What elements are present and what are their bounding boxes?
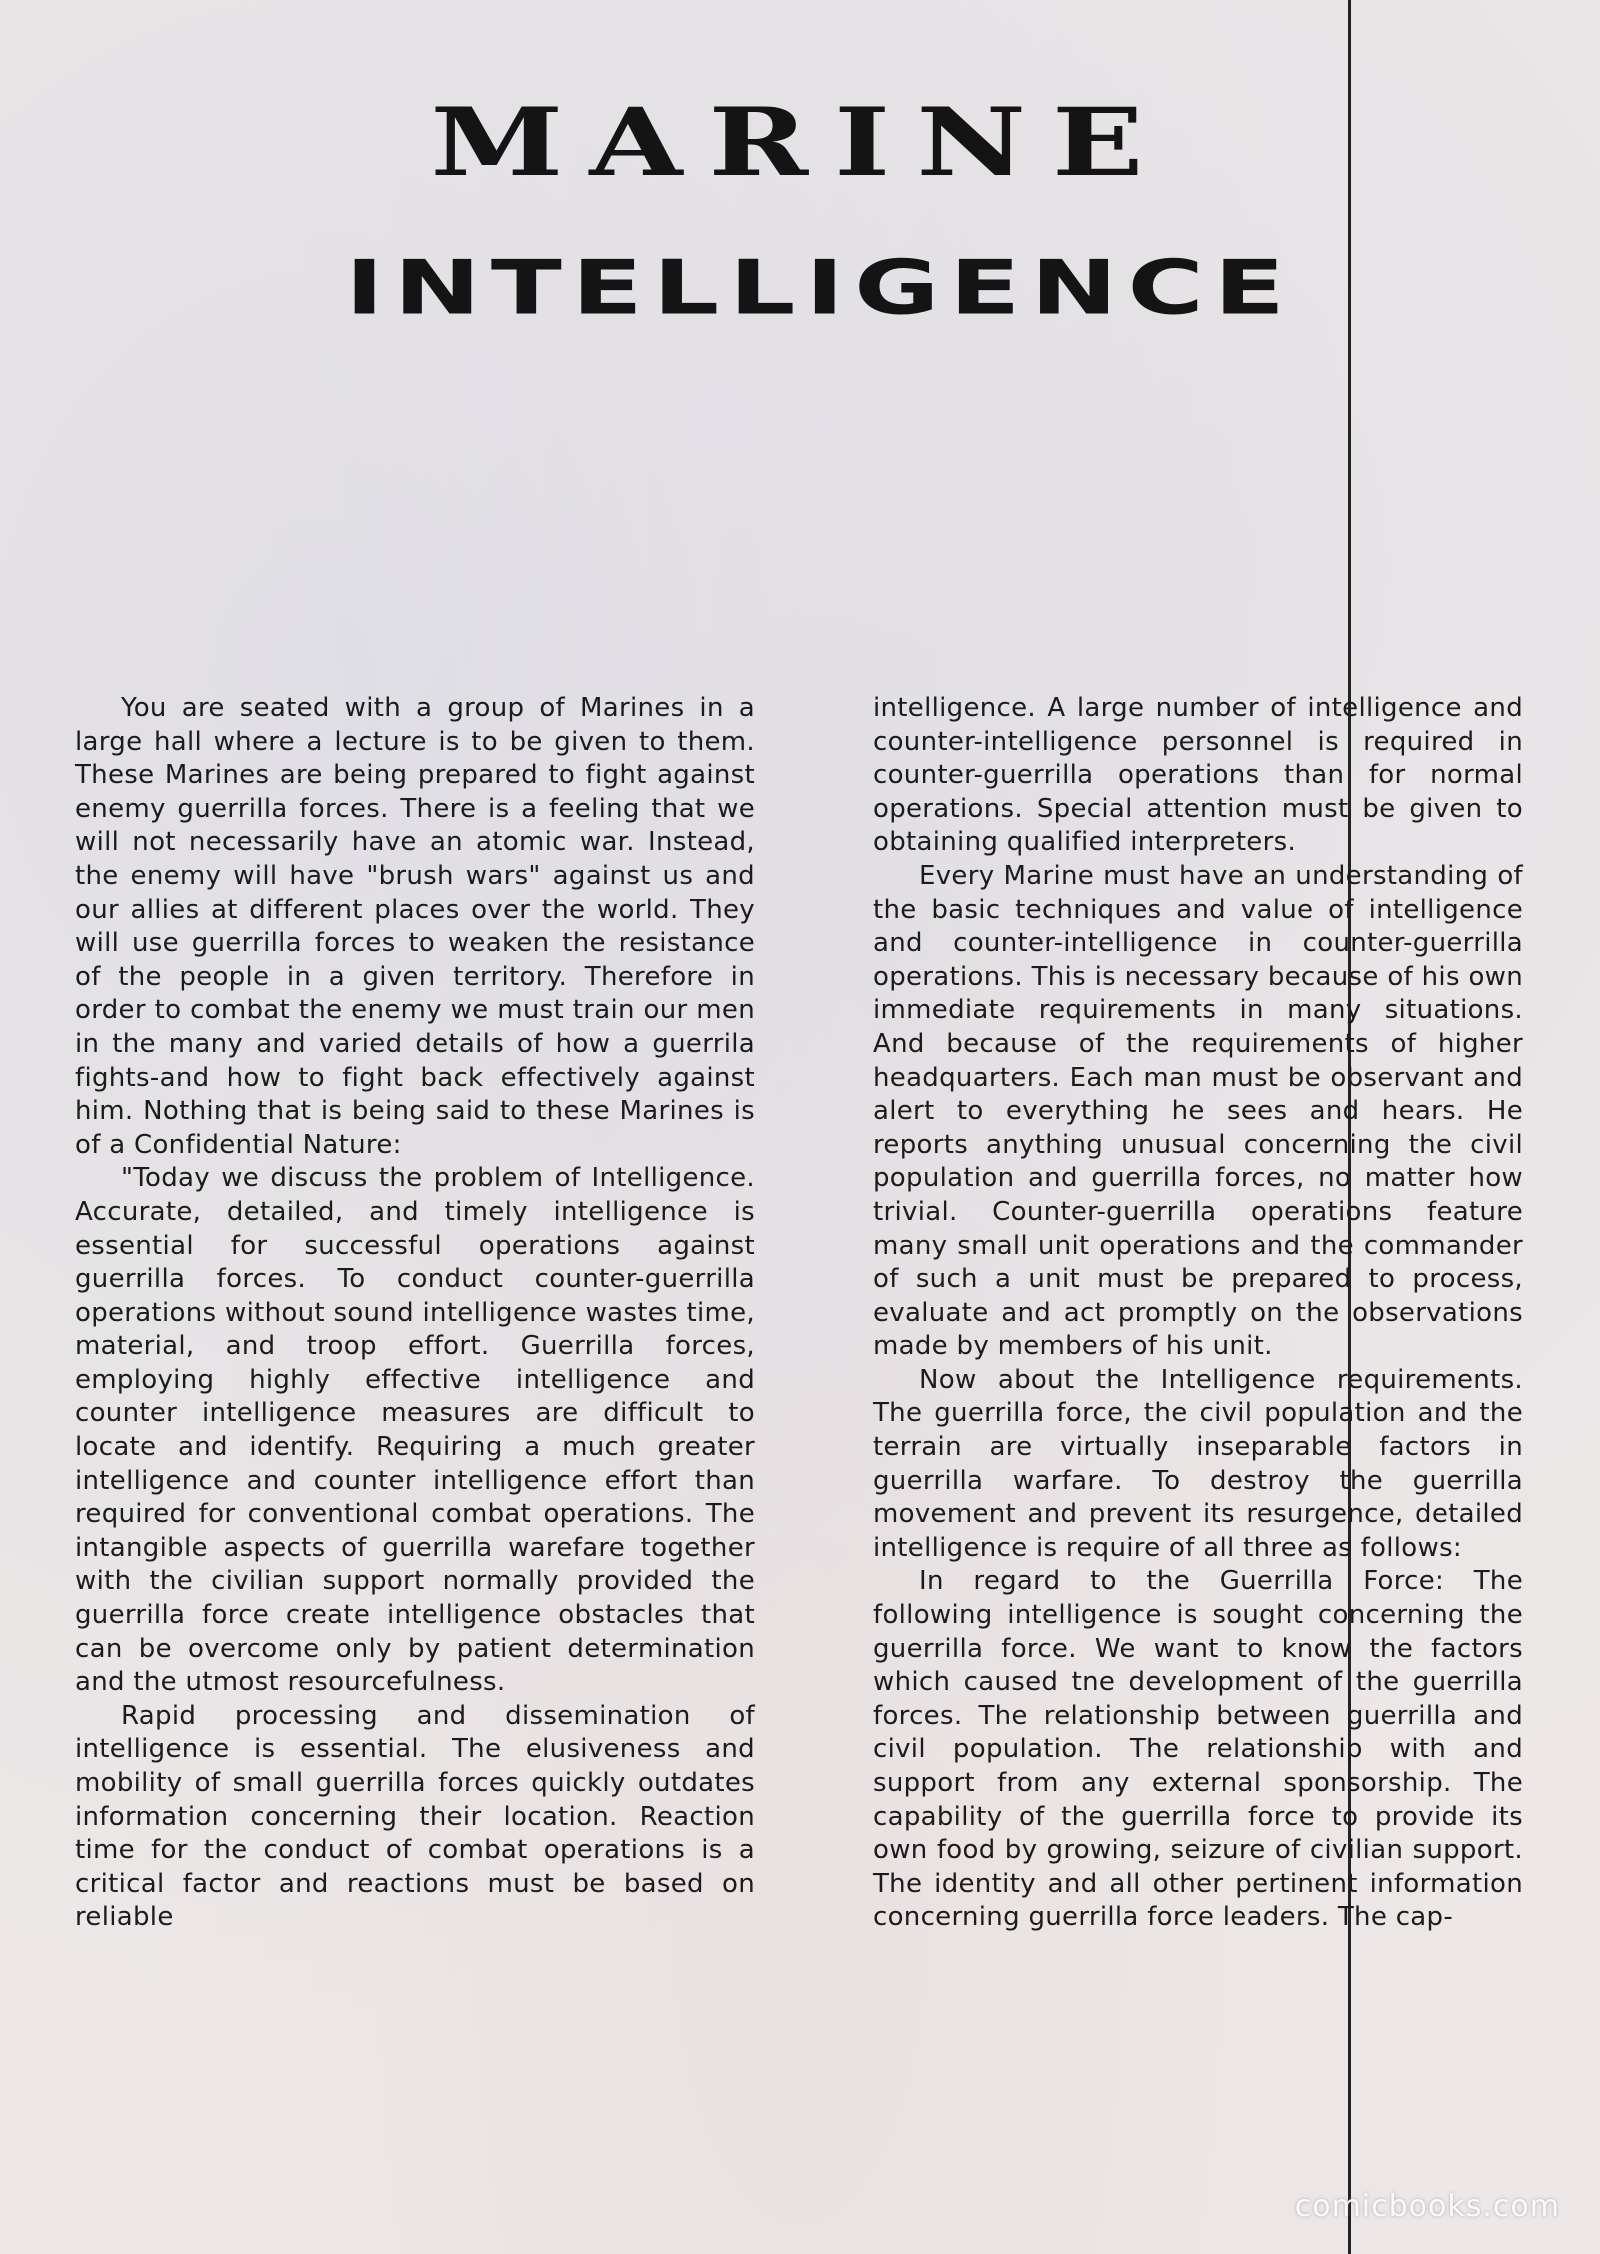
paragraph-requirements: Now about the Intelligence requirements. The guerrilla force, the civil population and the terrain are virtually inseparable factors in guerrilla warfare. To destroy the guerrilla movement and prevent its resurgence, detailed intelligence is require of all three as follows: bbox=[873, 1364, 1523, 1563]
title-marine: MARINE bbox=[430, 87, 1170, 198]
text-column-left bbox=[75, 692, 755, 1935]
paragraph-continued: intelligence. A large number of intelligence and counter-intelligence personnel is required in counter-guerrilla operations than for normal operations. Special attention must be given to obtaining qualified interpreters. bbox=[873, 693, 1523, 858]
title-intelligence: INTELLIGENCE bbox=[345, 243, 1295, 332]
paragraph-rapid-processing: Rapid processing and dissemination of intelligence is essential. The elusiveness and mobility of small guerrilla forces quickly outdates information concerning their location. Reaction time for the conduct of combat operations is a critical factor and reactions must be based on reliable bbox=[75, 1700, 755, 1933]
paragraph-lecture-opening: "Today we discuss the problem of Intelligence. Accurate, detailed, and timely intelligence is essential for successful operations against guerrilla forces. To conduct counter-guerrilla operations without sound intelligence wastes time, material, and troop effort. Guerrilla forces, employing highly effective intelligence and counter intelligence measures are difficult to locate and identify. Requiring a much greater intelligence and counter intelligence effort than required for conventional combat operations. The intangible aspects of guerrilla warefare together with the civilian support normally provided the guerrilla force create intelligence obstacles that can be overcome only by patient determination and the utmost resourcefulness. bbox=[75, 1163, 755, 1698]
site-watermark: comicbooks.com bbox=[1294, 2189, 1560, 2224]
text-column-right bbox=[873, 692, 1523, 1935]
paragraph-guerrilla-force: In regard to the Guerrilla Force: The following intelligence is sought concerning the guerrilla force. We want to know the factors which caused tne development of the guerrilla forces. The relationship between guerrilla and civil population. The relationship with and support from any external sponsorship. The capability of the guerrilla force to provide its own food by growing, seizure of civilian support. The identity and all other pertinent information concerning guerrilla force leaders. The cap- bbox=[873, 1566, 1523, 1933]
paragraph-intro: You are seated with a group of Marines in a large hall where a lecture is to be given to them. These Marines are being prepared to fight against enemy guerrilla forces. There is a feeling that we will not necessarily have an atomic war. Instead, the enemy will have "brush wars" against us and our allies at different places over the world. They will use guerrilla forces to weaken the resistance of the people in a given territory. Therefore in order to combat the enemy we must train our men in the many and varied details of how a guerrila fights-and how to fight back effectively against him. Nothing that is being said to these Marines is of a Confidential Nature: bbox=[75, 693, 755, 1160]
paragraph-every-marine: Every Marine must have an understanding of the basic techniques and value of intelligence and counter-intelligence in counter-guerrilla operations. This is necessary because of his own immediate requirements in many situations. And because of the requirements of higher headquarters. Each man must be observant and alert to everything he sees and hears. He reports anything unusual concerning the civil population and guerrilla forces, no matter how trivial. Counter-guerrilla operations feature many small unit operations and the commander of such a unit must be prepared to process, evaluate and act promptly on the observations made by members of his unit. bbox=[873, 860, 1523, 1362]
